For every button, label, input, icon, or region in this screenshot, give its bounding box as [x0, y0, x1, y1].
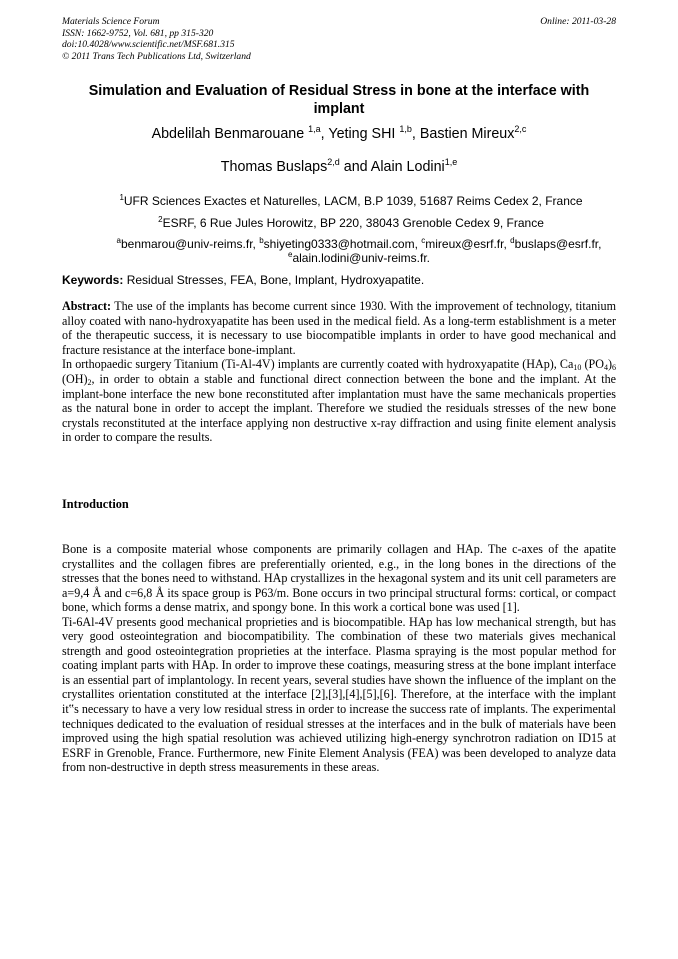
author-affiliation-mark: 1,e [444, 157, 458, 167]
email-mark: c [421, 236, 426, 245]
author-conjunction: and [339, 159, 371, 175]
abstract-text: (OH) [62, 371, 88, 386]
email-address: alain.lodini@univ-reims.fr. [292, 251, 431, 265]
email-address: benmarou@univ-reims.fr, [120, 237, 260, 251]
author-line-1: Abdelilah Benmarouane $^{1,a}$, Yeting SHI $^{1,b}$, Bastien Mireux$^{2,c}$ [151, 124, 527, 142]
formula-subscript: 10 [573, 363, 582, 373]
keywords [62, 273, 616, 287]
affiliation-2 [62, 216, 616, 230]
email-mark: a [116, 236, 121, 245]
introduction-paragraph: Ti-6Al-4V presents good mechanical proprieties and is biocompatible. HAp has low mechanical strength, but has very good osteointegration and biocompatibility. The combination of these two materials gives mechanical strength and good osteointegration proprieties at the interface. Plasma spraying is the most popular method for coating implant parts with HAp. In order to improve these coatings, measuring stress at the bone implant interface is an essential part of implantology. In recent years, several studies have shown the influence of the implant on the crystallites orientation constituted at the interface [2],[3],[4],[5],[6]. Therefore, at the interface with the implant it‟s necessary to have a very low residual stress in order to increase the success rate of implants. The experimental techniques dedicated to the evaluation of residual stresses at the interfaces and in the bulk of materials have been improved using the high spatial resolution was achieved utilizing high-energy synchrotron radiation on ID15 at ESRF in Grenoble, France. Furthermore, new Finite Element Analysis (FEA) was been developed to analyze data from non-destructive in depth stress measurements in these areas. [62, 614, 616, 775]
author-name: Abdelilah Benmarouane [151, 126, 309, 142]
email-address: buslaps@esrf.fr, [514, 237, 602, 251]
copyright-line: © 2011 Trans Tech Publications Ltd, Switzerland [62, 50, 251, 62]
author-emails [62, 237, 616, 265]
email-mark: e [287, 250, 293, 259]
author-name: Bastien Mireux [419, 126, 515, 142]
abstract-text: ) [607, 357, 612, 372]
affiliation-text: UFR Sciences Exactes et Naturelles, LACM, B.P 1039, 51687 Reims Cedex 2, France [123, 194, 583, 208]
abstract-paragraph [62, 299, 616, 357]
page-header [62, 16, 616, 62]
introduction-body [62, 542, 616, 775]
keywords-label: Keywords: [62, 273, 124, 287]
journal-name: Materials Science Forum [62, 16, 160, 27]
author-affiliation-mark: 2,d [327, 157, 340, 167]
email-address: mireux@esrf.fr, [425, 237, 511, 251]
affiliation-1 [62, 194, 616, 208]
author-affiliation-mark: 2,c [514, 124, 527, 134]
affiliation-text: ESRF, 6 Rue Jules Horowitz, BP 220, 38043 Grenoble Cedex 9, France [162, 216, 544, 230]
email-mark: d [510, 236, 515, 245]
introduction-paragraph: Bone is a composite material whose components are primarily collagen and HAp. The c-axes of the apatite crystallites and the collagen fibres are preferentially oriented, e.g., in the long bones in the directions of the stresses that the bones need to withstand. HAp crystallizes in the hexagonal system and its unit cell parameters are a=9,4 Å and c=6,8 Å its space group is P63/m. Bone occurs in two principal structural forms: cortical, or compact bone, which forms a dense matrix, and spongy bone. In this work a cortical bone was used [1]. [62, 542, 616, 615]
formula-subscript: 6 [612, 363, 616, 373]
doi-line: doi:10.4028/www.scientific.net/MSF.681.315 [62, 39, 235, 51]
keywords-text: Residual Stresses, FEA, Bone, Implant, Hydroxyapatite. [123, 273, 425, 287]
online-date: Online: 2011-03-28 [540, 16, 616, 27]
abstract-label: Abstract: [62, 299, 112, 313]
author-name: Thomas Buslaps [220, 159, 328, 175]
author-affiliation-mark: 1,a [308, 124, 321, 134]
abstract-text: (PO [581, 357, 604, 372]
issn-line: ISSN: 1662-9752, Vol. 681, pp 315-320 [62, 27, 214, 39]
author-name: Yeting SHI [328, 126, 400, 142]
affiliation-mark: 1 [119, 193, 124, 202]
abstract [62, 299, 616, 445]
email-mark: b [259, 236, 264, 245]
author-name: Alain Lodini [370, 159, 445, 175]
formula-subscript: 4 [603, 363, 608, 373]
abstract-text: , in order to obtain a stable and functional direct connection between the bone and the implant. At the implant-bone interface the new bone reconstituted after implantation must have the same mechanicals properties as the natural bone in order to accept the implant. Therefore we studied the residuals stresses of the new bone crystals reconstituted at the interface applying non destructive x-ray diffraction and using finite element analysis in order to compare the results. [62, 371, 616, 445]
abstract-paragraph [62, 357, 616, 445]
author-line-2 [62, 159, 616, 175]
email-address: shiyeting0333@hotmail.com, [263, 237, 422, 251]
section-heading-introduction: Introduction [62, 497, 129, 511]
author-affiliation-mark: 1,b [399, 124, 412, 134]
affiliation-mark: 2 [158, 215, 163, 224]
paper-title: Simulation and Evaluation of Residual Stress in bone at the interface with implant [88, 83, 590, 117]
formula-subscript: 2 [87, 377, 92, 387]
abstract-text: In orthopaedic surgery Titanium (Ti-Al-4V) implants are currently coated with hydroxyapatite (HAp), Ca [62, 357, 574, 372]
abstract-text: The use of the implants has become current since 1930. With the improvement of technology, titanium alloy coated with nano-hydroxyapatite has been used in the medical field. As a long-term establishment is a meter of the therapeutic success, it is necessary to use biocompatible implants in order to have good mechanical and fracture resistance at the interface bone-implant. [62, 299, 616, 357]
